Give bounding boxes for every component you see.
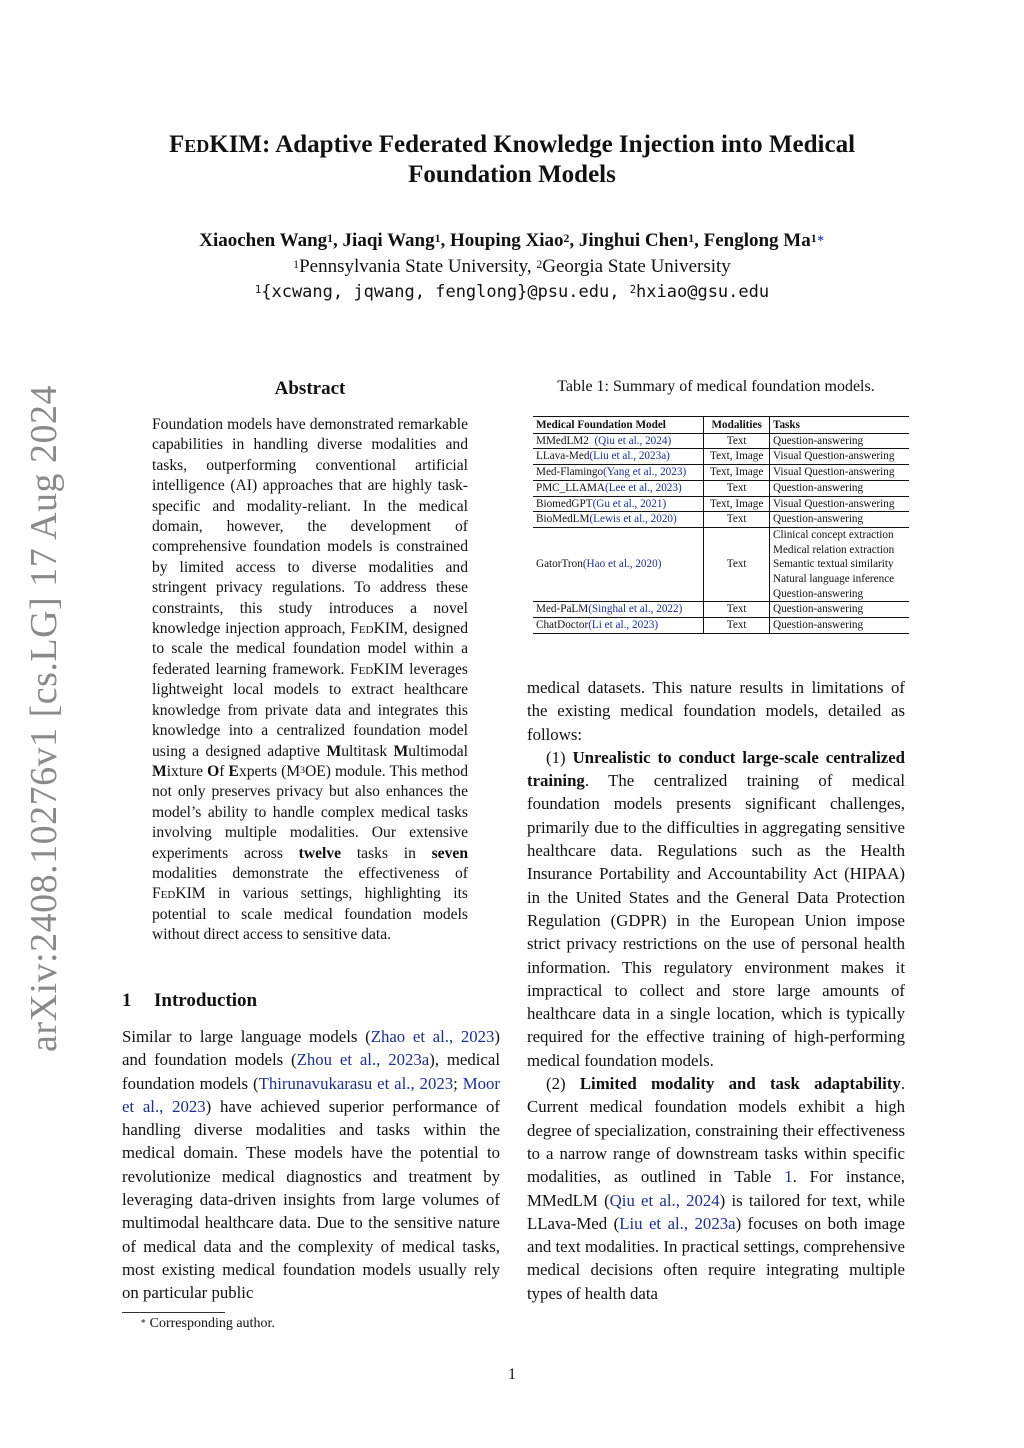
- email-marker: 1: [254, 284, 262, 297]
- table-row: [533, 433, 909, 449]
- method-name-fed: Fed: [349, 660, 374, 678]
- abstract-segment: f: [219, 762, 229, 780]
- table-body: [533, 433, 909, 633]
- cell-modalities: Text: [704, 433, 770, 449]
- citation-link[interactable]: (Liu et al., 2023a): [589, 450, 670, 463]
- abstract-segment: in various settings, highlighting its potential to scale medical foundation models without direct access to sensitive data.: [152, 885, 468, 944]
- author-separator: ,: [569, 230, 579, 251]
- citation-link[interactable]: Zhou et al., 2023a: [296, 1050, 430, 1070]
- cell-modalities: Text: [704, 480, 770, 496]
- task-item: Question-answering: [773, 619, 864, 632]
- task-item: Visual Question-answering: [773, 497, 895, 510]
- table-reference-link[interactable]: 1: [784, 1167, 793, 1187]
- paragraph-challenge-1: [527, 746, 905, 1072]
- abstract-segment: xperts: [238, 762, 278, 780]
- abstract-text: [152, 415, 468, 946]
- cell-model: [533, 433, 704, 449]
- challenge-title: Limited modality and task adaptability: [579, 1074, 901, 1094]
- footnote-text: Corresponding author.: [149, 1316, 275, 1331]
- task-item: Question-answering: [773, 481, 864, 494]
- method-name-fed: Fed: [152, 885, 176, 903]
- cell-tasks: [770, 602, 909, 618]
- task-item: Question-answering: [773, 513, 864, 526]
- cell-tasks: [770, 465, 909, 481]
- abstract-segment: (M: [277, 762, 301, 780]
- table-row: [533, 602, 909, 618]
- arxiv-identifier: arXiv:2408.10276v1 [cs.LG] 17 Aug 2024: [23, 384, 65, 1052]
- cell-tasks: [770, 527, 909, 602]
- table-row: [533, 465, 909, 481]
- paragraph-challenge-2: [527, 1072, 905, 1305]
- method-name-kim: KIM: [175, 885, 206, 903]
- intro-paragraph: [122, 1025, 500, 1305]
- citation-link[interactable]: (Lee et al., 2023): [605, 481, 682, 494]
- citation-link[interactable]: Thirunavukarasu et al., 2023: [258, 1073, 454, 1093]
- title-line1: KIM: Adaptive Federated Knowledge Injection into Medical: [209, 131, 856, 158]
- table-row: [533, 496, 909, 512]
- bold-count: seven: [431, 844, 468, 862]
- author-separator: ,: [440, 230, 450, 251]
- acronym-letter: M: [152, 762, 167, 780]
- author-affiliation-marker: 1: [688, 231, 695, 245]
- cell-modalities: Text: [704, 527, 770, 602]
- table-row: [533, 512, 909, 528]
- table-row: [533, 618, 909, 634]
- acronym-letter: O: [207, 762, 220, 780]
- abstract-segment: leverages lightweight local models to extract healthcare knowledge from private data and integrates this knowledge into a centralized foundation model using a designed adaptive: [152, 660, 468, 760]
- citation-link[interactable]: (Hao et al., 2020): [582, 558, 662, 571]
- cell-model: [533, 480, 704, 496]
- email-group-2[interactable]: hxiao@gsu.edu: [636, 282, 770, 302]
- author-name: Jinghui Chen: [578, 230, 689, 251]
- citation-link[interactable]: Moor et al., 2023: [122, 1073, 500, 1116]
- text-segment: ;: [453, 1073, 463, 1093]
- cell-model: [533, 465, 704, 481]
- author-name: Jiaqi Wang: [342, 230, 435, 251]
- method-name-kim: KIM: [373, 620, 404, 638]
- task-item: Clinical concept extraction: [773, 528, 894, 541]
- model-name: BiomedGPT: [536, 497, 593, 510]
- cell-modalities: Text: [704, 618, 770, 634]
- cell-model: [533, 602, 704, 618]
- model-name: PMC_LLAMA: [536, 481, 605, 494]
- title-line2: Foundation Models: [408, 161, 616, 188]
- email-marker: 2: [629, 284, 637, 297]
- email-group-1[interactable]: {xcwang, jqwang, fenglong}@psu.edu,: [261, 282, 630, 302]
- abstract-segment: modalities demonstrate the effectiveness of: [152, 864, 468, 882]
- acronym-letter: M: [326, 742, 342, 760]
- bold-count: twelve: [298, 844, 342, 862]
- author-name: Fenglong Ma: [703, 230, 811, 251]
- author-emails: [100, 280, 924, 304]
- task-item: Question-answering: [773, 587, 864, 600]
- citation-link[interactable]: (Singhal et al., 2022): [588, 603, 683, 616]
- model-name: BioMedLM: [536, 513, 590, 526]
- abstract-segment: Foundation models have demonstrated remarkable capabilities in handling diverse modalities and tasks, outperforming conventional artificial intelligence (AI) approaches that are highly task-specific and modality-reliant. In the medical domain, however, the development of comprehensive foundation models is constrained by limited access to diverse modalities and stringent privacy regulations. To address these constraints, this study introduces a novel knowledge injection approach,: [152, 416, 468, 638]
- citation-link[interactable]: Liu et al., 2023a: [619, 1213, 736, 1233]
- cell-modalities: Text, Image: [704, 449, 770, 465]
- task-item: Medical relation extraction: [773, 543, 895, 556]
- text-segment: . The centralized training of medical foundation models presents significant challenges, primarily due to the difficulties in aggregating sensitive healthcare data. Regulations such as the Health Insurance Portability and Accountability Act (HIPAA) in the United States and the General Data Protection Regulation (GDPR) in the European Union impose strict privacy restrictions on the use of personal health information. This regulatory environment makes it impractical to collect and store large amounts of healthcare data in a single location, which is typically required for the effective training of high-performing medical foundation models.: [527, 771, 905, 1070]
- col-header-tasks: Tasks: [770, 417, 909, 434]
- abstract-segment: , designed to scale the medical foundation model within a federated learning framework.: [152, 620, 468, 678]
- citation-link[interactable]: (Qiu et al., 2024): [594, 434, 672, 447]
- text-segment: ), medical foundation models (: [122, 1050, 500, 1093]
- task-item: Question-answering: [773, 603, 864, 616]
- summary-table: [533, 416, 909, 634]
- cell-model: [533, 527, 704, 602]
- abstract-heading: Abstract: [274, 378, 346, 399]
- author-affiliation-marker: 2: [563, 231, 570, 245]
- col-header-model: Medical Foundation Model: [533, 417, 704, 434]
- cell-tasks: [770, 618, 909, 634]
- superscript: 3: [300, 764, 305, 776]
- affiliation-1: Pennsylvania State University,: [299, 256, 537, 277]
- cell-tasks: [770, 512, 909, 528]
- table-row: [533, 449, 909, 465]
- cell-model: [533, 618, 704, 634]
- cell-tasks: [770, 449, 909, 465]
- model-name: LLava-Med: [536, 450, 590, 463]
- citation-link[interactable]: (Li et al., 2023): [588, 619, 659, 632]
- task-item: Visual Question-answering: [773, 466, 895, 479]
- text-segment: (2): [546, 1074, 580, 1094]
- affiliation-marker: 1: [293, 257, 300, 271]
- corresponding-author-mark[interactable]: ∗: [816, 231, 825, 245]
- cell-tasks: [770, 480, 909, 496]
- author-affiliation-marker: 1: [810, 231, 817, 245]
- author-affiliation-marker: 1: [434, 231, 441, 245]
- col-header-modalities: Modalities: [704, 417, 770, 434]
- task-item: Natural language inference: [773, 573, 895, 586]
- model-name: GatorTron: [536, 558, 583, 571]
- text-segment: . For instance, MMedLM (: [527, 1167, 905, 1210]
- affiliations: [100, 255, 924, 279]
- author-name: Houping Xiao: [450, 230, 564, 251]
- table-row: [533, 527, 909, 602]
- cell-modalities: Text, Image: [704, 465, 770, 481]
- model-name: ChatDoctor: [536, 619, 589, 632]
- author-affiliation-marker: 1: [327, 231, 334, 245]
- model-name: MMedLM2: [536, 434, 595, 447]
- citation-link[interactable]: Zhao et al., 2023: [370, 1027, 495, 1046]
- table-row: [533, 480, 909, 496]
- cell-tasks: [770, 496, 909, 512]
- abstract-segment: ultimodal: [408, 742, 468, 760]
- abstract-segment: ixture: [166, 762, 208, 780]
- text-segment: ) and foundation models (: [122, 1027, 500, 1070]
- citation-link[interactable]: Qiu et al., 2024: [609, 1190, 720, 1210]
- section-heading: [122, 990, 257, 1012]
- method-name-kim: KIM: [373, 660, 404, 678]
- footnote: [140, 1316, 275, 1332]
- author-separator: ,: [333, 230, 343, 251]
- task-item: Semantic textual similarity: [773, 558, 894, 571]
- acronym-letter: E: [228, 762, 239, 780]
- paragraph: medical datasets. This nature results in limitations of the existing medical foundation models, detailed as follows:: [527, 678, 905, 744]
- challenge-title: Unrealistic to conduct large-scale centralized training: [527, 747, 905, 791]
- paper-title: [120, 130, 904, 190]
- text-segment: Similar to large language models (: [122, 1027, 371, 1046]
- acronym-letter: M: [393, 742, 409, 760]
- task-item: Question-answering: [773, 434, 864, 447]
- section-title: Introduction: [154, 990, 258, 1011]
- text-segment: ) focuses on both image and text modalities. In practical settings, comprehensive medical decisions often require integrating multiple types of health data: [527, 1213, 905, 1303]
- page-number: 1: [508, 1366, 516, 1383]
- model-name: Med-Flamingo: [536, 466, 604, 479]
- citation-link[interactable]: (Yang et al., 2023): [603, 466, 687, 479]
- abstract-segment: This method not only preserves privacy but also enhances the model’s ability to handle complex medical tasks involving multiple modalities. Our extensive experiments across: [152, 762, 468, 862]
- cell-model: [533, 512, 704, 528]
- text-segment: ) is tailored for text, while LLava-Med (: [527, 1190, 905, 1233]
- table-caption: Table 1: Summary of medical foundation models.: [557, 378, 875, 395]
- citation-link[interactable]: (Lewis et al., 2020): [589, 513, 677, 526]
- title-fed: Fed: [168, 131, 210, 158]
- right-column-text: [527, 676, 905, 1305]
- cell-modalities: Text: [704, 602, 770, 618]
- abstract-segment: ultitask: [341, 742, 394, 760]
- affiliation-marker: 2: [536, 257, 543, 271]
- author-separator: ,: [694, 230, 704, 251]
- affiliation-2: Georgia State University: [542, 256, 731, 277]
- cell-tasks: [770, 433, 909, 449]
- abstract-segment: tasks in: [341, 844, 432, 862]
- cell-model: [533, 449, 704, 465]
- abstract-segment: OE) module.: [304, 762, 390, 780]
- method-name-fed: Fed: [350, 620, 374, 638]
- cell-modalities: Text: [704, 512, 770, 528]
- task-item: Visual Question-answering: [773, 450, 895, 463]
- author-name: Xiaochen Wang: [199, 230, 328, 251]
- model-name: Med-PaLM: [536, 603, 589, 616]
- cell-model: [533, 496, 704, 512]
- text-segment: . Current medical foundation models exhibit a high degree of specialization, constraining their effectiveness to a narrow range of downstream tasks within specific modalities, as outlined in Table: [527, 1074, 906, 1187]
- cell-modalities: Text, Image: [704, 496, 770, 512]
- section-number: 1: [122, 990, 132, 1011]
- citation-link[interactable]: (Gu et al., 2021): [592, 497, 667, 510]
- author-list: [100, 229, 924, 253]
- footnote-mark: ∗: [140, 1315, 147, 1326]
- text-segment: (1): [546, 747, 573, 767]
- footnote-rule: [122, 1312, 225, 1313]
- text-segment: ) have achieved superior performance of handling diverse modalities and tasks within the medical domain. These models have the potential to revolutionize medical diagnostics and treatment by leveraging data-driven insights from large volumes of multimodal healthcare data. Due to the sensitive nature of medical data and the complexity of medical tasks, most existing medical foundation models usually rely on particular public: [122, 1096, 500, 1303]
